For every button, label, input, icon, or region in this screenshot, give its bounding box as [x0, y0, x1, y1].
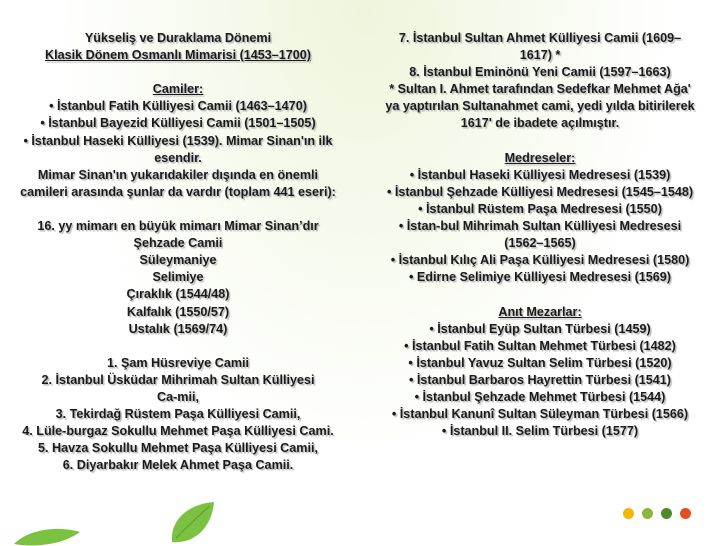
camiler-item: • İstanbul Haseki Külliyesi (1539). Mimar Sinan'ın ilk	[23, 133, 333, 148]
sinan-line: Şehzade Camii	[133, 236, 223, 251]
dot-red	[680, 508, 691, 519]
sinan-line: 16. yy mimarı en büyük mimarı Mimar Sinan’dır	[37, 219, 319, 234]
medrese-item: • Edirne Selimiye Külliyesi Medresesi (1569)	[408, 270, 671, 285]
dot-darkgreen	[661, 508, 672, 519]
sinan-line: Kalfalık (1550/57)	[126, 304, 230, 319]
sinan-line: Çıraklık (1544/48)	[126, 287, 230, 302]
spacer	[0, 338, 356, 355]
top-line: 1617' de ibadete açılmıştır.	[460, 116, 620, 131]
spacer	[0, 64, 356, 81]
mezar-item: • İstanbul Eyüp Sultan Türbesi (1459)	[429, 321, 651, 336]
medrese-item: • İstanbul Rüstem Paşa Medresesi (1550)	[418, 201, 662, 216]
mezar-item: • İstanbul Şehzade Mehmet Türbesi (1544)	[414, 389, 666, 404]
mezar-item: • İstanbul Kanunî Sultan Süleyman Türbesi (1566)	[391, 407, 689, 422]
top-line: ya yaptırılan Sultanahmet cami, yedi yılda bitirilerek	[385, 99, 695, 114]
medrese-item: (1562–1565)	[504, 236, 576, 251]
mezar-item: • İstanbul Yavuz Sultan Selim Türbesi (1520)	[408, 355, 672, 370]
decor-dots	[623, 508, 691, 519]
medrese-item: • İstanbul Kılıç Ali Paşa Külliyesi Medresesi (1580)	[390, 253, 690, 268]
section-title: Yükseliş ve Duraklama Dönemi	[84, 31, 272, 45]
dot-yellow	[623, 508, 634, 519]
spacer	[0, 201, 356, 218]
numbered-item: 3. Tekirdağ Rüstem Paşa Külliyesi Camii,	[55, 407, 301, 422]
numbered-item: 1. Şam Hüsreviye Camii	[106, 355, 250, 370]
numbered-item: 5. Havza Sokullu Mehmet Paşa Külliyesi Camii,	[38, 441, 318, 456]
numbered-item: 6. Diyarbakır Melek Ahmet Paşa Camii.	[62, 458, 294, 473]
mezar-item: • İstanbul Fatih Sultan Mehmet Türbesi (1482)	[404, 338, 676, 353]
leaf-icon-left	[12, 526, 82, 546]
top-line: 7. İstanbul Sultan Ahmet Külliyesi Camii (1609–	[398, 31, 682, 45]
numbered-item: 2. İstanbul Üsküdar Mihrimah Sultan Külliyesi	[41, 372, 315, 387]
top-line: 1617) *	[519, 48, 561, 63]
camiler-heading: Camiler:	[152, 82, 204, 97]
top-line: 8. İstanbul Eminönü Yeni Camii (1597–1663)	[409, 65, 671, 80]
left-column	[0, 30, 356, 474]
numbered-item: 4. Lüle-burgaz Sokullu Mehmet Paşa Külliyesi Cami.	[22, 424, 334, 439]
dot-lightgreen	[642, 508, 653, 519]
right-column	[352, 30, 728, 440]
sinan-line: Selimiye	[152, 270, 204, 285]
spacer	[352, 133, 728, 150]
camiler-item: • İstanbul Fatih Külliyesi Camii (1463–1470)	[49, 99, 307, 114]
leaf-icon-center	[168, 500, 216, 546]
sinan-line: Ustalık (1569/74)	[128, 321, 228, 336]
camiler-item: • İstanbul Bayezid Külliyesi Camii (1501–1505)	[40, 116, 316, 131]
mezar-item: • İstanbul II. Selim Türbesi (1577)	[441, 424, 639, 439]
top-line: * Sultan I. Ahmet tarafından Sedefkar Mehmet Ağa'	[389, 82, 691, 97]
sinan-line: Süleymaniye	[139, 253, 217, 268]
numbered-item: Ca-mii,	[157, 389, 199, 404]
spacer	[352, 286, 728, 303]
section-subtitle: Klasik Dönem Osmanlı Mimarisi (1453–1700)	[45, 48, 311, 63]
medrese-item: • İstan-bul Mihrimah Sultan Külliyesi Medresesi	[398, 219, 682, 234]
note-line: Mimar Sinan'ın yukarıdakiler dışında en önemli	[37, 167, 319, 182]
medrese-item: • İstanbul Şehzade Külliyesi Medresesi (1545–1548)	[386, 184, 694, 199]
mezar-item: • İstanbul Barbaros Hayrettin Türbesi (1541)	[409, 372, 671, 387]
camiler-item: esendir.	[154, 150, 202, 165]
mezarlar-heading: Anıt Mezarlar:	[498, 304, 582, 319]
note-line: camileri arasında şunlar da vardır (toplam 441 eseri):	[20, 184, 336, 199]
medrese-item: • İstanbul Haseki Külliyesi Medresesi (1539)	[409, 167, 671, 182]
medreseler-heading: Medreseler:	[504, 150, 576, 165]
